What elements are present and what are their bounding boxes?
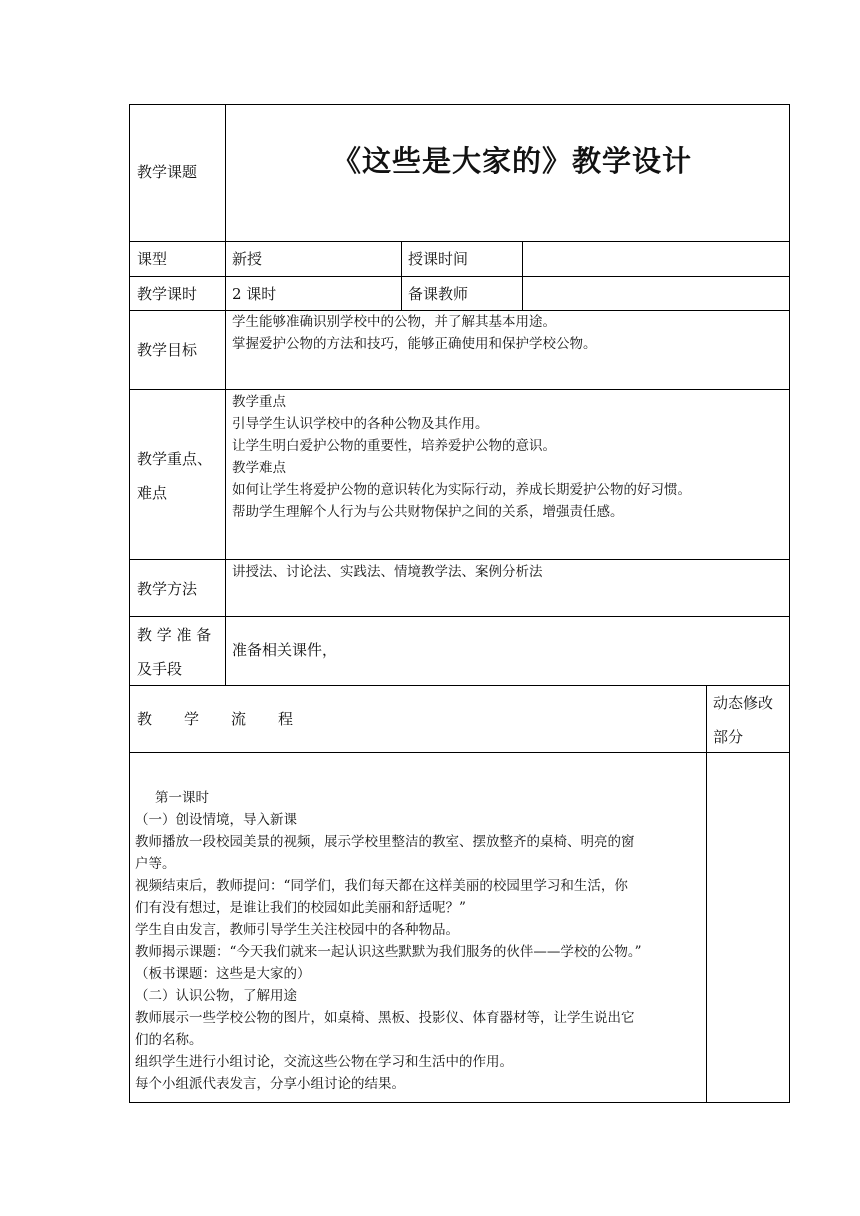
key-point-line: 帮助学生理解个人行为与公共财物保护之间的关系，增强责任感。: [232, 504, 624, 520]
objective-line: 掌握爱护公物的方法和技巧，能够正确使用和保护学校公物。: [232, 336, 597, 352]
process-line: （一）创设情境，导入新课: [135, 812, 297, 828]
objectives-content: [232, 311, 702, 355]
key-point-line: 引导学生认识学校中的各种公物及其作用。: [232, 416, 489, 432]
row-divider: [129, 559, 790, 560]
table-border-top: [129, 104, 790, 105]
preparation-value: 准备相关课件，: [232, 641, 338, 659]
process-line: （板书课题：这些是大家的）: [135, 966, 311, 982]
process-content: [135, 787, 705, 1095]
preparation-label-line: 教 学 准 备: [137, 626, 212, 644]
process-line: 第一课时: [155, 790, 209, 806]
objective-line: 学生能够准确识别学校中的公物，并了解其基本用途。: [232, 314, 556, 330]
process-header-char: 流: [231, 710, 247, 728]
key-points-label: [137, 442, 212, 510]
process-header-char: 程: [278, 710, 294, 728]
row-divider: [129, 616, 790, 617]
key-points-content: [232, 391, 782, 523]
process-line: 教师播放一段校园美景的视频，展示学校里整洁的教室、摆放整齐的桌椅、明亮的窗: [135, 834, 635, 850]
key-point-line: 教学难点: [232, 460, 286, 476]
row-divider: [129, 389, 790, 390]
preparation-label-line: 及手段: [137, 660, 183, 678]
topic-label: 教学课题: [137, 163, 198, 181]
process-line: 们有没有想过，是谁让我们的校园如此美丽和舒适呢？”: [135, 900, 466, 916]
process-line: 教师展示一些学校公物的图片，如桌椅、黑板、投影仪、体育器材等，让学生说出它: [135, 1010, 635, 1026]
key-point-line: 教学重点: [232, 394, 286, 410]
key-point-line: 让学生明白爱护公物的重要性，培养爱护公物的意识。: [232, 438, 556, 454]
teaching-time-label: 授课时间: [408, 250, 469, 268]
preparation-label: [137, 618, 223, 686]
class-hours-value: 2 课时: [232, 285, 277, 303]
table-border-right: [789, 104, 790, 1103]
objectives-label: 教学目标: [137, 341, 198, 359]
lesson-type-label: 课型: [137, 250, 168, 268]
process-header: [137, 702, 293, 736]
key-points-label-line: 难点: [137, 484, 168, 502]
dynamic-edit-label-line: 动态修改: [713, 694, 774, 712]
methods-value: 讲授法、讨论法、实践法、情境教学法、案例分析法: [232, 564, 543, 580]
process-line: 视频结束后，教师提问：“同学们，我们每天都在这样美丽的校园里学习和生活，你: [135, 878, 628, 894]
process-header-char: 教: [137, 710, 153, 728]
column-divider: [225, 104, 226, 685]
table-border-left: [129, 104, 130, 1103]
dynamic-edit-label: [713, 686, 773, 754]
row-divider: [129, 752, 790, 753]
process-line: 教师揭示课题：“今天我们就来一起认识这些默默为我们服务的伙伴——学校的公物。”: [135, 944, 642, 960]
table-border-bottom: [129, 1102, 790, 1103]
process-line: 户等。: [135, 856, 176, 872]
process-line: （二）认识公物，了解用途: [135, 988, 297, 1004]
row-divider: [129, 685, 790, 686]
process-line: 们的名称。: [135, 1032, 203, 1048]
column-divider: [401, 241, 402, 310]
process-line: 每个小组派代表发言，分享小组讨论的结果。: [135, 1076, 405, 1092]
class-hours-label: 教学课时: [137, 285, 198, 303]
prep-teacher-label: 备课教师: [408, 285, 469, 303]
process-line: 学生自由发言，教师引导学生关注校园中的各种物品。: [135, 922, 459, 938]
process-line: 组织学生进行小组讨论，交流这些公物在学习和生活中的作用。: [135, 1054, 513, 1070]
page-title: 《这些是大家的》教学设计: [332, 144, 693, 178]
lesson-type-value: 新授: [232, 250, 263, 268]
dynamic-edit-label-line: 部分: [713, 728, 744, 746]
process-header-char: 学: [184, 710, 200, 728]
methods-label: 教学方法: [137, 580, 198, 598]
key-points-label-line: 教学重点、: [137, 450, 213, 468]
column-divider: [522, 241, 523, 310]
column-divider: [706, 685, 707, 1103]
key-point-line: 如何让学生将爱护公物的意识转化为实际行动，养成长期爱护公物的好习惯。: [232, 482, 691, 498]
